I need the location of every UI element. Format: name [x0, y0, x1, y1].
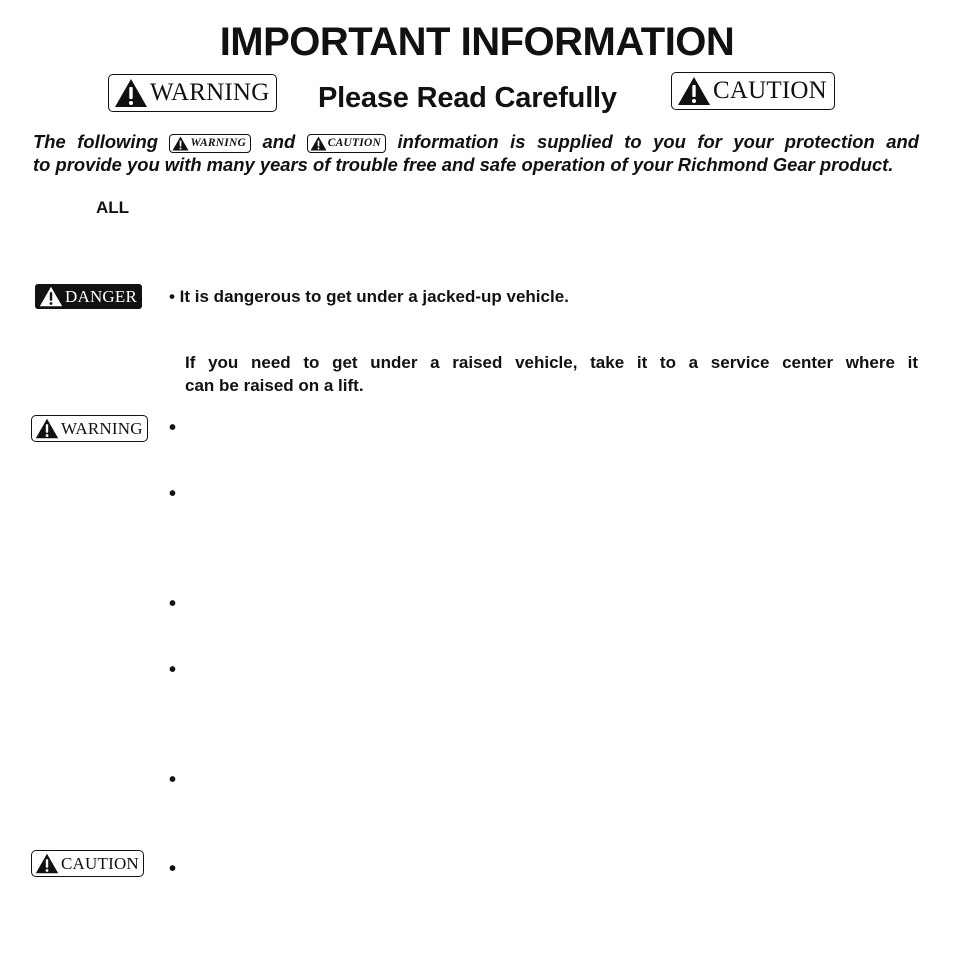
inline-caution-label: CAUTION: [327, 137, 381, 149]
warning-bullet-2: •: [169, 483, 177, 505]
warning-side-label: WARNING: [61, 418, 143, 438]
warning-triangle-icon: [310, 136, 327, 151]
intro-suffix: information is supplied to you for your protection and: [397, 131, 919, 152]
caution-bullet-1: •: [169, 858, 177, 880]
danger-paragraph-line-1: If you need to get under a raised vehicle, take it to a service center where it: [185, 353, 918, 372]
warning-badge-header: [108, 74, 277, 112]
warning-badge-side: [31, 415, 148, 442]
warning-triangle-icon: [677, 76, 711, 106]
intro-paragraph: [33, 130, 919, 176]
inline-warning-label: WARNING: [190, 137, 246, 149]
warning-triangle-icon: [39, 286, 63, 307]
warning-triangle-icon: [35, 418, 59, 439]
warning-bullet-5: •: [169, 769, 177, 791]
danger-paragraph: [185, 351, 918, 397]
caution-badge-side: [31, 850, 144, 877]
danger-bullet-text: • It is dangerous to get under a jacked-up vehicle.: [169, 287, 569, 306]
warning-triangle-icon: [172, 136, 189, 151]
caution-side-label: CAUTION: [61, 853, 139, 873]
warning-badge-label: WARNING: [150, 79, 270, 106]
danger-badge-label: DANGER: [65, 286, 138, 306]
intro-and: and: [262, 131, 296, 152]
all-label: ALL: [96, 198, 130, 217]
caution-badge-label: CAUTION: [713, 77, 827, 104]
intro-line-1: [33, 130, 919, 153]
intro-line-2: to provide you with many years of trouble free and safe operation of your Richmond Gear product.: [33, 154, 894, 175]
danger-badge: [35, 284, 142, 309]
page-title: IMPORTANT INFORMATION: [219, 20, 735, 64]
warning-triangle-icon: [114, 78, 148, 108]
inline-warning-badge: [169, 134, 251, 153]
intro-prefix: The following: [33, 131, 158, 152]
danger-paragraph-line-2: can be raised on a lift.: [185, 376, 364, 395]
warning-triangle-icon: [35, 853, 59, 874]
warning-bullet-1: •: [169, 417, 177, 439]
warning-bullet-4: •: [169, 659, 177, 681]
caution-badge-header: [671, 72, 835, 110]
inline-caution-badge: [307, 134, 386, 153]
warning-bullet-3: •: [169, 593, 177, 615]
page-subtitle: Please Read Carefully: [318, 82, 617, 114]
